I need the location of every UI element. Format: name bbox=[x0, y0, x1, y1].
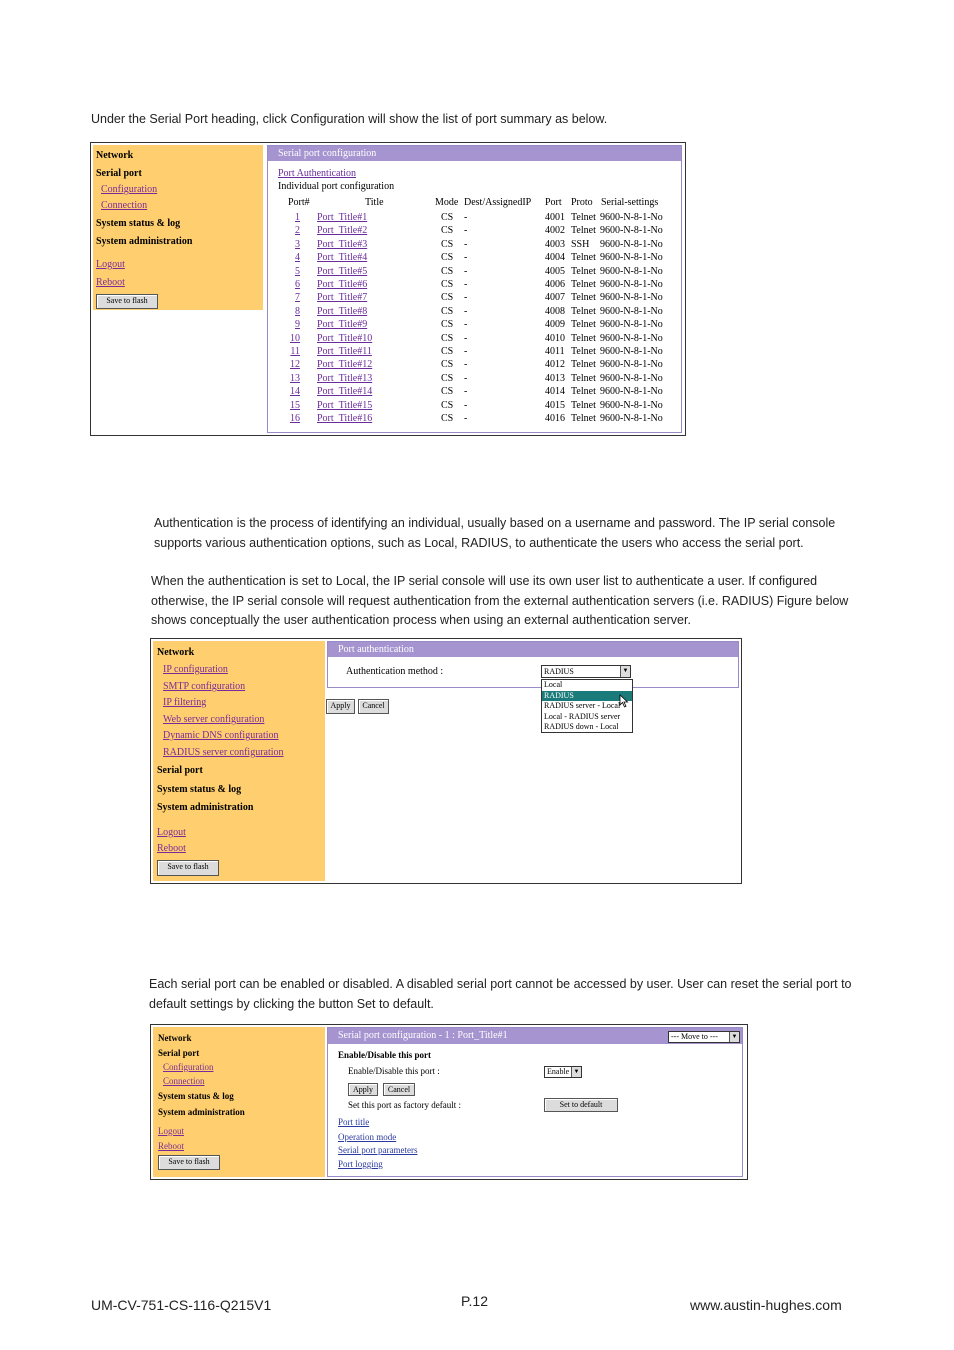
col-header-mode: Mode bbox=[435, 197, 459, 208]
port-mode: CS bbox=[441, 319, 454, 331]
port-title-link[interactable]: Port_Title#16 bbox=[317, 413, 373, 424]
port-number-link[interactable]: 5 bbox=[295, 265, 300, 277]
port-proto: SSH bbox=[571, 238, 590, 250]
port-proto: Telnet bbox=[571, 292, 596, 304]
table-row bbox=[268, 319, 681, 332]
port-number-link[interactable]: 11 bbox=[290, 346, 300, 357]
table-row bbox=[268, 373, 681, 386]
port-title-link[interactable]: Port_Title#14 bbox=[317, 386, 373, 398]
port-dest: - bbox=[464, 305, 468, 317]
port-title-link[interactable]: Port_Title#12 bbox=[317, 359, 373, 371]
port-title-link[interactable]: Port_Title#8 bbox=[317, 305, 368, 317]
port-mode: CS bbox=[441, 238, 454, 250]
chevron-down-icon[interactable]: ▼ bbox=[729, 1032, 739, 1042]
sidebar-item-ip-filtering[interactable]: IP filtering bbox=[163, 697, 207, 708]
port-dest: - bbox=[464, 359, 468, 371]
port-auth-screenshot bbox=[150, 638, 742, 884]
save-to-flash-button[interactable]: Save to flash bbox=[158, 1155, 220, 1170]
port-serial-settings: 9600-N-8-1-No bbox=[600, 346, 663, 357]
logout-link[interactable]: Logout bbox=[96, 259, 125, 270]
port-tcp: 4012 bbox=[545, 359, 565, 371]
footer-doc-id: UM-CV-751-CS-116-Q215V1 bbox=[91, 1297, 272, 1313]
sidebar-item-network[interactable]: Network bbox=[158, 1033, 192, 1043]
table-row bbox=[268, 400, 681, 413]
port-number-link[interactable]: 13 bbox=[290, 372, 300, 384]
port-mode: CS bbox=[441, 386, 454, 398]
port-tcp: 4007 bbox=[545, 292, 565, 304]
sidebar-item-web-server[interactable]: Web server configuration bbox=[163, 714, 265, 725]
port-serial-settings: 9600-N-8-1-No bbox=[600, 319, 663, 331]
port-title-link[interactable]: Port title bbox=[338, 1117, 370, 1127]
move-to-select[interactable] bbox=[668, 1031, 740, 1043]
port-title-link[interactable]: Port_Title#6 bbox=[317, 279, 368, 290]
port-mode: CS bbox=[441, 225, 454, 237]
auth-method-select[interactable] bbox=[541, 665, 631, 678]
panel-title: Serial port configuration bbox=[268, 146, 681, 161]
port-serial-settings: 9600-N-8-1-No bbox=[600, 292, 663, 304]
port-tcp: 4014 bbox=[545, 386, 565, 398]
port-number-link[interactable]: 12 bbox=[290, 359, 300, 371]
port-dest: - bbox=[464, 292, 468, 304]
auth-text-1: Authentication is the process of identifying an individual, usually based on a username and password. The IP serial console supports various authentication options, such as Local, RADIUS, to authenticate the users who access the serial port. bbox=[154, 516, 836, 550]
footer-website: www.austin-hughes.com bbox=[690, 1297, 842, 1313]
sidebar-item-network[interactable]: Network bbox=[96, 150, 134, 161]
port-title-link[interactable]: Port_Title#5 bbox=[317, 265, 368, 277]
logout-link[interactable]: Logout bbox=[158, 1126, 184, 1136]
port-tcp: 4004 bbox=[545, 252, 565, 264]
port-proto: Telnet bbox=[571, 319, 596, 331]
port-serial-settings: 9600-N-8-1-No bbox=[600, 238, 663, 250]
port-proto: Telnet bbox=[571, 332, 596, 344]
col-header-proto: Proto bbox=[571, 197, 593, 208]
port-dest: - bbox=[464, 386, 468, 398]
port-tcp: 4006 bbox=[545, 279, 565, 290]
port-title-link[interactable]: Port_Title#9 bbox=[317, 319, 368, 331]
enable-selected: Enable bbox=[547, 1067, 570, 1076]
table-row bbox=[268, 212, 681, 225]
port-dest: - bbox=[464, 265, 468, 277]
main-panel bbox=[267, 145, 682, 433]
sidebar-item-system-status[interactable]: System status & log bbox=[158, 1091, 234, 1101]
factory-default-label: Set this port as factory default : bbox=[348, 1100, 461, 1110]
port-dest: - bbox=[464, 346, 468, 357]
port-mode: CS bbox=[441, 359, 454, 371]
reboot-link[interactable]: Reboot bbox=[158, 1141, 184, 1151]
reboot-link[interactable]: Reboot bbox=[157, 843, 186, 854]
port-proto: Telnet bbox=[571, 252, 596, 264]
option-local-radius[interactable]: Local - RADIUS server bbox=[544, 711, 621, 721]
port-tcp: 4016 bbox=[545, 413, 565, 424]
port-serial-settings: 9600-N-8-1-No bbox=[600, 279, 663, 290]
port-serial-settings: 9600-N-8-1-No bbox=[600, 359, 663, 371]
option-radius[interactable]: RADIUS bbox=[542, 691, 632, 702]
sidebar-item-connection[interactable]: Connection bbox=[101, 200, 148, 211]
auth-method-selected: RADIUS bbox=[544, 667, 574, 676]
col-header-port: Port bbox=[545, 197, 562, 208]
port-title-link[interactable]: Port_Title#10 bbox=[317, 332, 373, 344]
option-radius-down-local[interactable]: RADIUS down - Local bbox=[544, 722, 619, 731]
port-tcp: 4005 bbox=[545, 265, 565, 277]
port-tcp: 4002 bbox=[545, 225, 565, 237]
sidebar-item-dynamic-dns[interactable]: Dynamic DNS configuration bbox=[163, 730, 279, 741]
port-proto: Telnet bbox=[571, 279, 596, 290]
port-dest: - bbox=[464, 238, 468, 250]
port-tcp: 4009 bbox=[545, 319, 565, 331]
port-number-link[interactable]: 15 bbox=[290, 399, 300, 411]
port-mode: CS bbox=[441, 252, 454, 264]
port-serial-settings: 9600-N-8-1-No bbox=[600, 399, 663, 411]
enable-text: Each serial port can be enabled or disabled. A disabled serial port cannot be accessed by user. User can reset the serial port to default settings by clicking the button Set to default. bbox=[149, 977, 852, 1011]
sidebar-item-system-admin[interactable]: System administration bbox=[157, 802, 254, 813]
sidebar-item-system-status[interactable]: System status & log bbox=[96, 218, 181, 229]
port-tcp: 4003 bbox=[545, 238, 565, 250]
reboot-link[interactable]: Reboot bbox=[96, 277, 125, 288]
port-proto: Telnet bbox=[571, 413, 596, 424]
auth-text-2: When the authentication is set to Local, the IP serial console will use its own user list to authenticate a user. If configured otherwise, the IP serial console will request authentication from the external authentication servers (i.e. RADIUS) Figure below shows conceptually the user authentication process when using an external authentication server. bbox=[151, 574, 849, 627]
port-mode: CS bbox=[441, 413, 454, 424]
port-mode: CS bbox=[441, 399, 454, 411]
port-dest: - bbox=[464, 252, 468, 264]
table-row bbox=[268, 266, 681, 279]
chevron-down-icon[interactable]: ▼ bbox=[571, 1067, 581, 1077]
port-dest: - bbox=[464, 225, 468, 237]
sidebar bbox=[93, 145, 263, 310]
port-mode: CS bbox=[441, 372, 454, 384]
port-serial-settings: 9600-N-8-1-No bbox=[600, 212, 663, 223]
port-title-link[interactable]: Port_Title#4 bbox=[317, 252, 368, 264]
port-number-link[interactable]: 3 bbox=[295, 238, 300, 250]
port-dest: - bbox=[464, 413, 468, 424]
port-authentication-link[interactable]: Port Authentication bbox=[278, 168, 357, 179]
table-row bbox=[268, 386, 681, 399]
port-mode: CS bbox=[441, 305, 454, 317]
sidebar bbox=[153, 641, 325, 881]
footer-page-number: P.12 bbox=[461, 1293, 488, 1309]
port-proto: Telnet bbox=[571, 372, 596, 384]
port-dest: - bbox=[464, 212, 468, 223]
port-tcp: 4011 bbox=[545, 346, 565, 357]
table-row bbox=[268, 333, 681, 346]
cancel-button[interactable]: Cancel bbox=[358, 699, 389, 714]
serial-config-screenshot bbox=[90, 142, 686, 436]
enable-label: Enable/Disable this port : bbox=[348, 1066, 440, 1076]
auth-method-label: Authentication method : bbox=[346, 666, 444, 677]
col-header-port-num: Port# bbox=[288, 197, 310, 208]
port-number-link[interactable]: 2 bbox=[295, 225, 300, 237]
port-serial-settings: 9600-N-8-1-No bbox=[600, 372, 663, 384]
port-number-link[interactable]: 8 bbox=[295, 305, 300, 317]
table-row bbox=[268, 292, 681, 305]
port-proto: Telnet bbox=[571, 346, 596, 357]
col-header-title: Title bbox=[365, 197, 384, 208]
sidebar-item-system-admin[interactable]: System administration bbox=[158, 1107, 245, 1117]
port-serial-settings: 9600-N-8-1-No bbox=[600, 386, 663, 398]
port-proto: Telnet bbox=[571, 359, 596, 371]
port-dest: - bbox=[464, 372, 468, 384]
sidebar-item-smtp-config[interactable]: SMTP configuration bbox=[163, 681, 246, 692]
port-number-link[interactable]: 9 bbox=[295, 319, 300, 331]
sidebar-item-serial-port[interactable]: Serial port bbox=[157, 765, 203, 776]
sidebar-item-connection[interactable]: Connection bbox=[163, 1076, 205, 1086]
panel-title: Port authentication bbox=[328, 642, 738, 657]
port-number-link[interactable]: 16 bbox=[290, 413, 300, 424]
set-to-default-button[interactable]: Set to default bbox=[544, 1098, 618, 1112]
port-tcp: 4001 bbox=[545, 212, 565, 223]
sidebar-item-radius-server[interactable]: RADIUS server configuration bbox=[163, 747, 284, 758]
port-mode: CS bbox=[441, 346, 454, 357]
port-serial-settings: 9600-N-8-1-No bbox=[600, 252, 663, 264]
col-header-dest: Dest/AssignedIP bbox=[464, 197, 532, 208]
port-dest: - bbox=[464, 399, 468, 411]
main-panel bbox=[327, 1027, 743, 1177]
port-tcp: 4010 bbox=[545, 332, 565, 344]
port-title-link[interactable]: Port_Title#3 bbox=[317, 238, 368, 250]
port-number-link[interactable]: 14 bbox=[290, 386, 300, 398]
port-proto: Telnet bbox=[571, 399, 596, 411]
apply-button[interactable]: Apply bbox=[348, 1083, 378, 1096]
port-title-link[interactable]: Port_Title#11 bbox=[317, 346, 372, 357]
sidebar-item-network[interactable]: Network bbox=[157, 647, 195, 658]
port-proto: Telnet bbox=[571, 386, 596, 398]
port-tcp: 4013 bbox=[545, 372, 565, 384]
sidebar-item-system-status[interactable]: System status & log bbox=[157, 784, 242, 795]
port-serial-settings: 9600-N-8-1-No bbox=[600, 305, 663, 317]
port-proto: Telnet bbox=[571, 225, 596, 237]
port-serial-settings: 9600-N-8-1-No bbox=[600, 413, 663, 424]
section-heading: Enable/Disable this port bbox=[338, 1050, 432, 1060]
move-to-selected: --- Move to --- bbox=[671, 1032, 718, 1041]
sidebar-item-system-admin[interactable]: System administration bbox=[96, 236, 193, 247]
panel-title: Serial port configuration - 1 : Port_Title#1 bbox=[328, 1028, 742, 1044]
port-proto: Telnet bbox=[571, 212, 596, 223]
port-serial-settings: 9600-N-8-1-No bbox=[600, 225, 663, 237]
operation-mode-link[interactable]: Operation mode bbox=[338, 1132, 397, 1142]
port-serial-settings: 9600-N-8-1-No bbox=[600, 265, 663, 277]
logout-link[interactable]: Logout bbox=[157, 827, 186, 838]
sidebar-item-configuration[interactable]: Configuration bbox=[163, 1062, 214, 1072]
port-serial-settings: 9600-N-8-1-No bbox=[600, 332, 663, 344]
sidebar-item-configuration[interactable]: Configuration bbox=[101, 184, 158, 195]
port-number-link[interactable]: 1 bbox=[295, 212, 300, 223]
port-proto: Telnet bbox=[571, 265, 596, 277]
table-row bbox=[268, 252, 681, 265]
enable-select[interactable] bbox=[544, 1066, 582, 1078]
option-radius-local[interactable]: RADIUS server - Local bbox=[544, 701, 621, 710]
port-number-link[interactable]: 10 bbox=[290, 332, 300, 344]
sidebar-item-serial-port[interactable]: Serial port bbox=[96, 168, 142, 179]
cancel-button[interactable]: Cancel bbox=[383, 1083, 415, 1096]
port-number-link[interactable]: 6 bbox=[295, 279, 300, 290]
port-logging-link[interactable]: Port logging bbox=[338, 1159, 383, 1169]
table-row bbox=[268, 239, 681, 252]
table-row bbox=[268, 306, 681, 319]
port-tcp: 4008 bbox=[545, 305, 565, 317]
port-mode: CS bbox=[441, 332, 454, 344]
cursor-icon bbox=[619, 694, 629, 708]
chevron-down-icon[interactable]: ▼ bbox=[620, 666, 630, 677]
option-local[interactable]: Local bbox=[544, 680, 563, 689]
table-row bbox=[268, 279, 681, 292]
table-row bbox=[268, 225, 681, 238]
port-proto: Telnet bbox=[571, 305, 596, 317]
port-dest: - bbox=[464, 319, 468, 331]
port-mode: CS bbox=[441, 265, 454, 277]
save-to-flash-button[interactable]: Save to flash bbox=[96, 294, 158, 309]
port-mode: CS bbox=[441, 292, 454, 304]
port-title-link[interactable]: Port_Title#13 bbox=[317, 372, 373, 384]
port-number-link[interactable]: 4 bbox=[295, 252, 300, 264]
sidebar-item-ip-config[interactable]: IP configuration bbox=[163, 664, 228, 675]
port-mode: CS bbox=[441, 279, 454, 290]
apply-button[interactable]: Apply bbox=[326, 699, 355, 714]
col-header-serial: Serial-settings bbox=[601, 197, 659, 208]
port-number-link[interactable]: 7 bbox=[295, 292, 300, 304]
table-row bbox=[268, 359, 681, 372]
port-tcp: 4015 bbox=[545, 399, 565, 411]
port-title-link[interactable]: Port_Title#15 bbox=[317, 399, 373, 411]
intro-text: Under the Serial Port heading, click Configuration will show the list of port summary as below. bbox=[91, 112, 608, 126]
individual-config-label: Individual port configuration bbox=[278, 181, 395, 192]
port-dest: - bbox=[464, 279, 468, 290]
port-title-link[interactable]: Port_Title#1 bbox=[317, 212, 368, 223]
port-title-link[interactable]: Port_Title#2 bbox=[317, 225, 368, 237]
port-title-link[interactable]: Port_Title#7 bbox=[317, 292, 368, 304]
sidebar-item-serial-port[interactable]: Serial port bbox=[158, 1048, 200, 1058]
sidebar bbox=[153, 1027, 325, 1177]
table-row bbox=[268, 413, 681, 426]
save-to-flash-button[interactable]: Save to flash bbox=[157, 860, 219, 876]
main-panel bbox=[327, 641, 739, 688]
table-row bbox=[268, 346, 681, 359]
enable-port-screenshot bbox=[150, 1024, 748, 1180]
port-mode: CS bbox=[441, 212, 454, 223]
port-dest: - bbox=[464, 332, 468, 344]
serial-port-parameters-link[interactable]: Serial port parameters bbox=[338, 1145, 418, 1155]
